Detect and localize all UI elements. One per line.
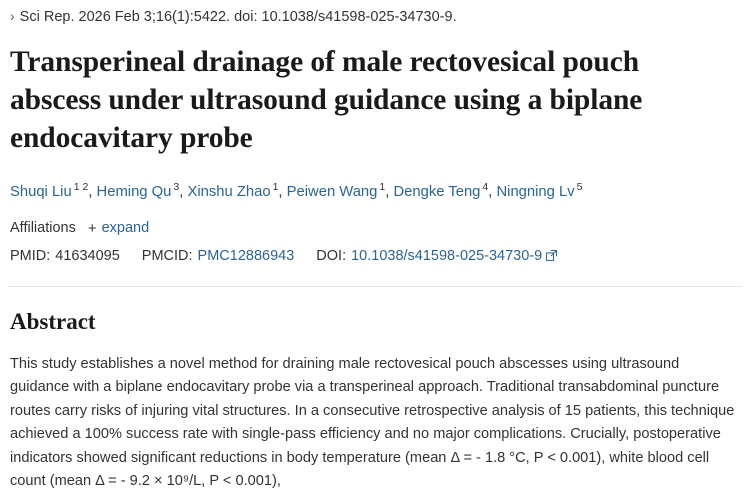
abstract-text: This study establishes a novel method for draining male rectovesical pouch abscesses using ultrasound guidance with a biplane endocavitary probe via a transperineal approach. Traditional transabdominal puncture routes carry risks of injuring vital structures. In a consecutive retrospective analysis of 15 patients, this technique achieved a 100% success rate with single-pass efficiency and no major complications. Crucially, postoperative indicators showed significant reductions in body temperature (mean Δ = - 1.8 °C, P < 0.001), white blood cell count (mean Δ = - 9.2 × 10⁹/L, P < 0.001), [10,355,735,490]
author-list: Shuqi Liu $^{1 2}$, Heming Qu $^3$, Xinshu Zhao $^1$, Peiwen Wang $^1$, Dengke Teng $^4$, Ningning Lv $^5$ [10,181,583,200]
author-affiliation-sup: 1 [272,181,279,193]
expand-label: expand [101,220,150,237]
plus-icon: + [87,219,97,237]
external-link-icon[interactable] [546,249,557,260]
doi-link[interactable]: 10.1038/s41598-025-34730-9 [351,247,543,264]
author-name[interactable]: Heming Qu [96,183,172,200]
author-affiliation-sup: 3 [173,181,180,193]
doi-item [316,248,557,264]
affiliations-label: Affiliations [10,220,76,237]
affiliations-row [10,220,742,237]
pmcid-link[interactable]: PMC12886943 [197,247,295,264]
pmid-label: PMID: [10,247,51,264]
identifiers-row [10,248,742,264]
pmcid-label: PMCID: [141,247,193,264]
chevron-right-icon[interactable]: › [10,8,15,24]
author-affiliation-sup: 4 [482,181,489,193]
abstract-heading: Abstract [10,308,96,334]
author-name[interactable]: Xinshu Zhao [187,183,271,200]
author-name[interactable]: Shuqi Liu [10,183,72,200]
expand-affiliations-button[interactable] [88,220,149,237]
pmid-value: 41634095 [55,247,120,264]
pmcid-item [142,248,295,264]
left-rail [0,0,4,500]
author-name[interactable]: Peiwen Wang [286,183,378,200]
section-divider [8,286,742,287]
pmid-item [10,248,120,264]
doi-label: DOI: [316,247,347,264]
citation-line [8,0,742,27]
author-affiliation-sup: 1 2 [73,181,89,193]
author-name[interactable]: Dengke Teng [393,183,481,200]
author-affiliation-sup: 1 [379,181,386,193]
citation-details: . 2026 Feb 3;16(1):5422. doi: 10.1038/s41598-025-34730-9. [70,9,457,25]
author-affiliation-sup: 5 [576,181,583,193]
author-name[interactable]: Ningning Lv [496,183,575,200]
page-title: Transperineal drainage of male rectovesical pouch abscess under ultrasound guidance using a biplane endocavitary probe [10,46,643,154]
journal-name[interactable]: Sci Rep [19,9,71,25]
